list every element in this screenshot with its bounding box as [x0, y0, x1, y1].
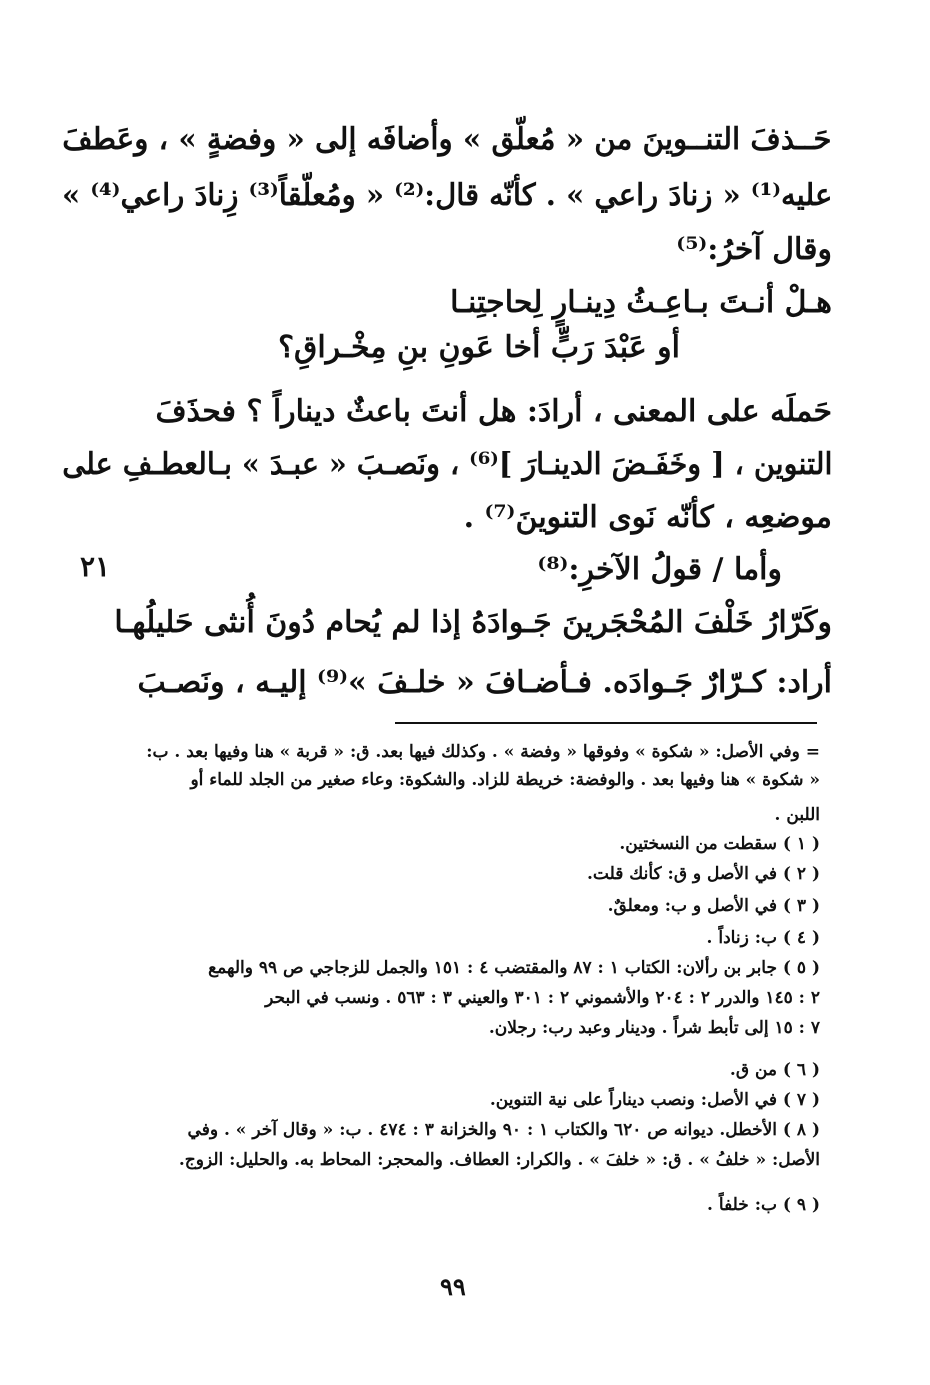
- main-line-6: حَملَه على المعنى ، أرادَ: هل أنتَ باعثٌ ديناراً ؟ فحذَفَ: [155, 394, 832, 429]
- footnote-line: ( ٦ ) من ق.: [729, 1060, 820, 1080]
- margin-page-number: ٢١: [80, 550, 111, 583]
- verse-line-3: وكَرّارُ خَلْفَ المُحْجَرينَ جَـوادَهُ إذا لم يُحام دُونَ أُنثى حَليلُهـا: [114, 605, 832, 640]
- footnote-line: اللبن .: [774, 805, 820, 825]
- footnote-line: ( ٨ ) الأخطل. ديوانه ص ٦٢٠ والكتاب ١ : ٩٠ والخزانة ٣ : ٤٧٤ . ب: « وقال آخر » . وفي: [187, 1120, 820, 1140]
- footnote-line: ( ٧ ) في الأصل: ونصب ديناراً على نية التنوين.: [489, 1090, 820, 1110]
- main-line-3: وقال آخرُ:⁽⁵⁾: [676, 232, 832, 267]
- footnote-line: ( ٩ ) ب: خلفاً .: [707, 1195, 820, 1215]
- main-line-8: موضعِه ، كأنّه نَوى التنوينَ⁽⁷⁾ .: [463, 500, 832, 535]
- verse-line-1: هـلْ أنـتَ بـاعِـثُ دِينـارٍ لِحاجتِنـا: [450, 285, 832, 320]
- page-number: ٩٩: [440, 1272, 466, 1301]
- main-line-11: أراد: كـرّارٌ جَـوادَه. فـأضـافَ « خلـفَ »⁽⁹⁾ إليـه ، ونَصـبَ: [137, 665, 832, 700]
- footnote-line: ( ١ ) سقطت من النسختين.: [619, 834, 820, 854]
- main-line-9: وأما / قولُ الآخرِ:⁽⁸⁾: [537, 552, 782, 587]
- footnote-separator: [395, 722, 817, 724]
- footnote-line: ٢ : ١٤٥ والدرر ٢ : ٢٠٤ والأشموني ٢ : ٣٠١ والعيني ٣ : ٥٦٣ . ونسب في البحر: [265, 988, 820, 1008]
- footnote-line: « شكوة » هنا وفيها بعد . والوفضة: خريطة للزاد. والشكوة: وعاء صغير من الجلد للماء أو: [190, 770, 820, 790]
- footnote-line: ( ٢ ) في الأصل و ق: كأنك قلت.: [587, 864, 820, 884]
- footnote-line: ٧ : ١٥ إلى تأبط شراً . ودينار وعبد رب: رجلان.: [488, 1018, 820, 1038]
- footnote-line: ( ٣ ) في الأصل و ب: ومعلقٌ.: [607, 896, 820, 916]
- main-line-2: عليه⁽¹⁾ « زنادَ راعي » . كأنّه قال:⁽²⁾ « ومُعلّقاً⁽³⁾ زِنادَ راعي⁽⁴⁾ »: [61, 178, 832, 213]
- main-line-7: التنوين ، [ وخَفَـضَ الدينـارَ ]⁽⁶⁾ ، ونَصـبَ « عبـدَ » بـالعطـفِ على: [61, 447, 832, 482]
- footnote-line: ( ٤ ) ب: زناداً .: [706, 928, 820, 948]
- footnote-line: = وفي الأصل: « شكوة » وفوقها « وفضة » . وكذلك فيها بعد. ق: « قربة » هنا وفيها بعد . ب:: [146, 742, 820, 762]
- footnote-line: ( ٥ ) جابر بن رألان: الكتاب ١ : ٨٧ والمقتضب ٤ : ١٥١ والجمل للزجاجي ص ٩٩ والهمع: [208, 958, 820, 978]
- verse-line-2: أو عَبْدَ رَبٍّ أخا عَونِ بنِ مِخْـراقِ؟: [278, 330, 680, 365]
- main-line-1: حَــذفَ التنــوينَ من « مُعلّق » وأضافَه إلى « وفضةٍ » ، وعَطفَ: [62, 122, 832, 157]
- footnote-line: الأصل: « خلفُ » . ق: « خلفَ » . والكرار: العطاف. والمحجر: المحاط به. والحليل: الزوج.: [178, 1150, 820, 1170]
